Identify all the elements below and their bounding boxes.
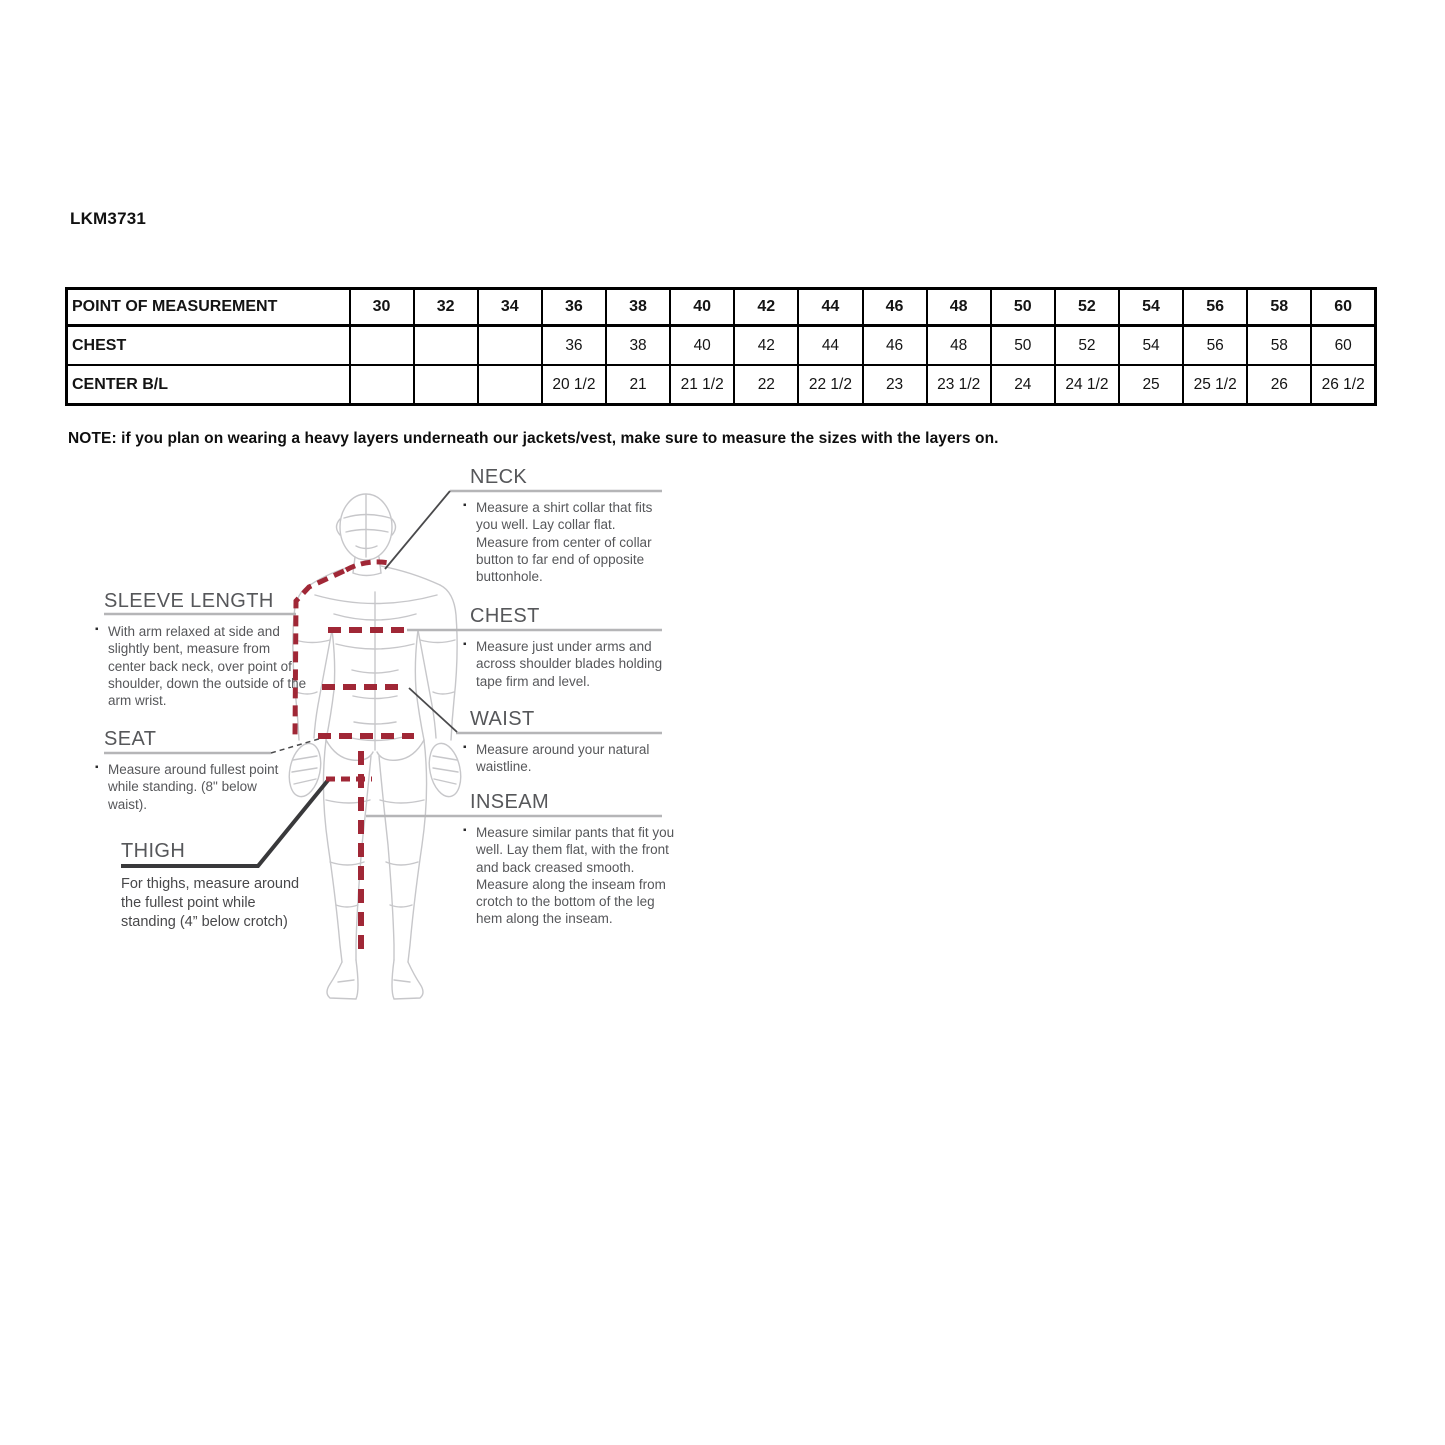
row-label: CHEST (67, 326, 350, 366)
header-cell: 36 (542, 289, 606, 326)
value-cell: 44 (798, 326, 862, 366)
value-cell (414, 365, 478, 405)
value-cell (478, 326, 542, 366)
header-cell: 40 (670, 289, 734, 326)
bullet-square-icon: ▪ (463, 639, 467, 650)
header-cell: 38 (606, 289, 670, 326)
value-cell: 50 (991, 326, 1055, 366)
section-thigh-text: For thighs, measure around the fullest point while standing (4” below crotch) (121, 876, 300, 930)
header-cell: 46 (863, 289, 927, 326)
value-cell: 52 (1055, 326, 1119, 366)
header-cell: 58 (1247, 289, 1311, 326)
section-sleeve-length (95, 590, 309, 709)
section-inseam-text: Measure similar pants that fit you well. Lay them flat, with the front and back creased smooth. Measure along the inseam from crotch to the bottom of the leg hem along the inseam. (476, 825, 675, 927)
section-chest (463, 605, 675, 690)
value-cell (350, 365, 414, 405)
header-cell: 50 (991, 289, 1055, 326)
value-cell: 24 (991, 365, 1055, 405)
neck-measure-line (346, 562, 389, 570)
value-cell: 22 1/2 (798, 365, 862, 405)
bullet-square-icon: ▪ (463, 500, 467, 511)
header-cell: 42 (734, 289, 798, 326)
table-row (67, 326, 1376, 366)
section-neck-text: Measure a shirt collar that fits you well. Lay collar flat. Measure from center of collar button to far end of opposite buttonhole. (476, 500, 653, 585)
value-cell: 25 1/2 (1183, 365, 1247, 405)
value-cell: 54 (1119, 326, 1183, 366)
header-cell: 34 (478, 289, 542, 326)
value-cell: 20 1/2 (542, 365, 606, 405)
row-label: CENTER B/L (67, 365, 350, 405)
section-seat (95, 728, 299, 813)
page-title: LKM3731 (70, 209, 147, 228)
section-waist (463, 708, 675, 776)
header-cell: 52 (1055, 289, 1119, 326)
note-text: NOTE: if you plan on wearing a heavy layers underneath our jackets/vest, make sure to measure the sizes with the layers on. (68, 430, 999, 447)
header-cell: 54 (1119, 289, 1183, 326)
value-cell: 23 (863, 365, 927, 405)
bullet-square-icon: ▪ (95, 624, 99, 635)
header-cell: 60 (1311, 289, 1375, 326)
value-cell: 42 (734, 326, 798, 366)
bullet-square-icon: ▪ (463, 825, 467, 836)
value-cell: 26 (1247, 365, 1311, 405)
value-cell: 58 (1247, 326, 1311, 366)
section-seat-title: SEAT (104, 728, 157, 750)
section-neck-title: NECK (470, 466, 528, 488)
value-cell: 25 (1119, 365, 1183, 405)
measurement-lines (295, 562, 414, 952)
value-cell: 21 1/2 (670, 365, 734, 405)
section-sleeve-length-title: SLEEVE LENGTH (104, 590, 274, 612)
table-header-row (67, 289, 1376, 326)
size-chart-table (65, 287, 1377, 406)
value-cell: 24 1/2 (1055, 365, 1119, 405)
section-neck (463, 466, 670, 585)
bullet-square-icon: ▪ (95, 762, 99, 773)
section-chest-title: CHEST (470, 605, 540, 627)
header-cell: POINT OF MEASUREMENT (67, 289, 350, 326)
value-cell (478, 365, 542, 405)
section-sleeve-length-text: With arm relaxed at side and slightly bent, measure from center back neck, over point of shoulder, down the outside of the arm wrist. (108, 624, 307, 709)
value-cell: 48 (927, 326, 991, 366)
value-cell: 21 (606, 365, 670, 405)
value-cell: 56 (1183, 326, 1247, 366)
value-cell: 46 (863, 326, 927, 366)
section-inseam (463, 791, 675, 928)
header-cell: 44 (798, 289, 862, 326)
value-cell: 26 1/2 (1311, 365, 1375, 405)
header-cell: 32 (414, 289, 478, 326)
section-seat-text: Measure around fullest point while standing. (8" below waist). (108, 762, 279, 812)
value-cell: 40 (670, 326, 734, 366)
value-cell: 60 (1311, 326, 1375, 366)
bullet-square-icon: ▪ (463, 742, 467, 753)
value-cell: 38 (606, 326, 670, 366)
neck-leader-line (385, 491, 450, 569)
section-chest-text: Measure just under arms and across shoulder blades holding tape firm and level. (476, 639, 663, 689)
section-inseam-title: INSEAM (470, 791, 550, 813)
header-cell: 30 (350, 289, 414, 326)
value-cell (350, 326, 414, 366)
section-thigh-title: THIGH (121, 840, 186, 862)
table-row (67, 365, 1376, 405)
section-waist-text: Measure around your natural waistline. (476, 742, 650, 775)
value-cell: 36 (542, 326, 606, 366)
header-cell: 48 (927, 289, 991, 326)
value-cell (414, 326, 478, 366)
section-thigh (121, 840, 311, 932)
body-figure (285, 494, 466, 999)
section-waist-title: WAIST (470, 708, 535, 730)
header-cell: 56 (1183, 289, 1247, 326)
waist-leader-line (409, 688, 457, 732)
value-cell: 23 1/2 (927, 365, 991, 405)
value-cell: 22 (734, 365, 798, 405)
